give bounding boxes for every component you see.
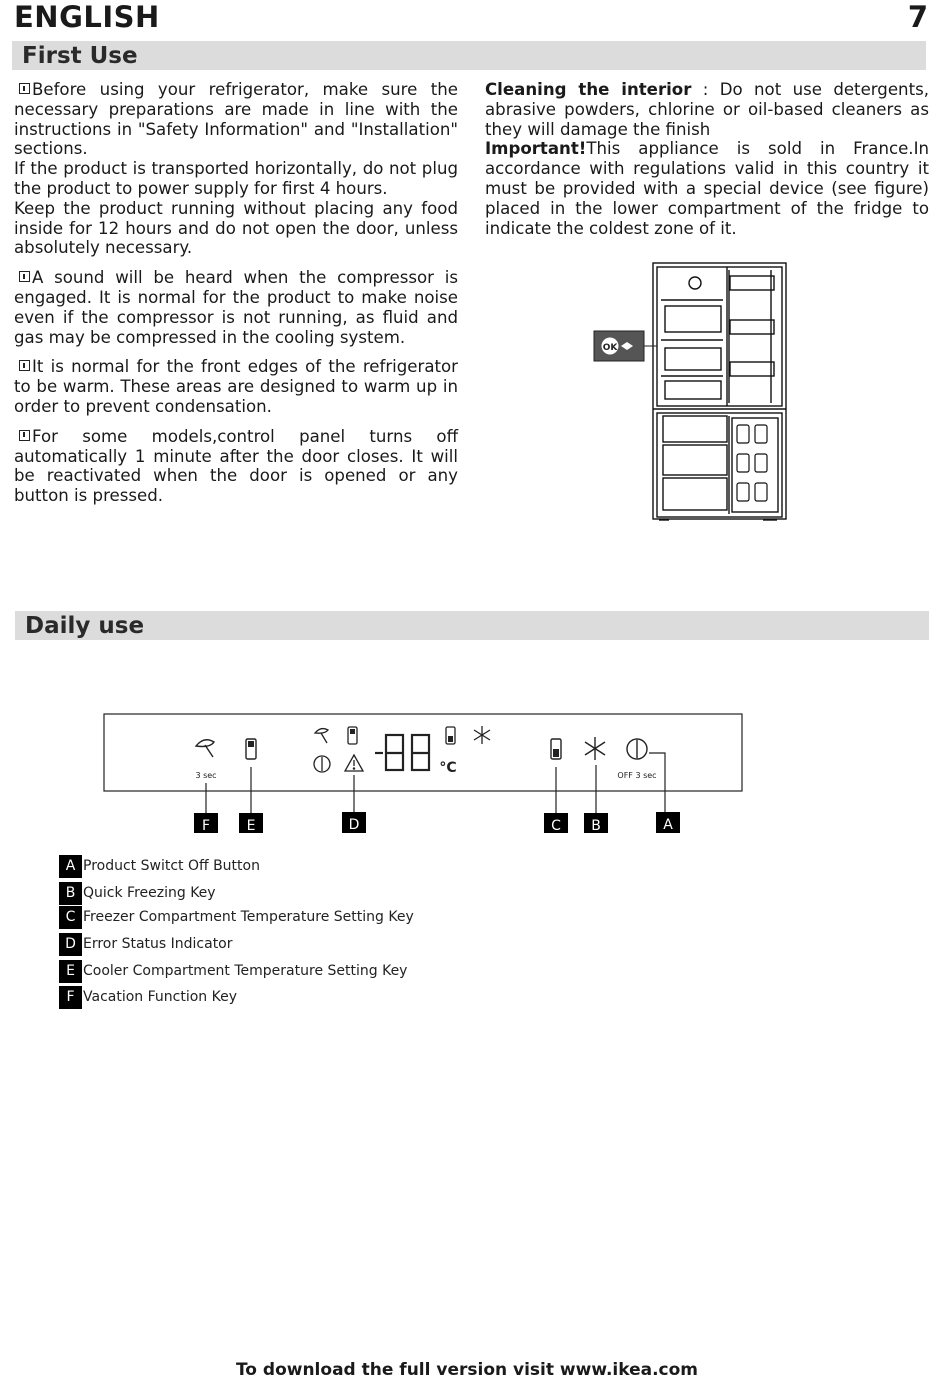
fridge-illustration [593, 258, 793, 528]
indicator-ok-text: OK [602, 343, 618, 353]
legend-key: B [59, 882, 82, 905]
paragraph-preparations: Before using your refrigerator, make sure the necessary preparations are made in line with the instructions in "Safety Information" and "Installation" sections. [14, 80, 458, 159]
control-panel-diagram [103, 713, 743, 833]
marker-b: B [591, 818, 601, 833]
marker-f: F [201, 818, 211, 833]
language-heading: ENGLISH [14, 0, 160, 34]
legend-text: Freezer Compartment Temperature Setting Key [83, 909, 414, 925]
cooler-compartment-icon [246, 739, 256, 759]
hold-3sec-label: 3 sec [195, 771, 217, 780]
paragraph-important: Important!This appliance is sold in France.In accordance with regulations valid in this country it must be provided with a special device (see figure) placed in the lower compartment of the fridge to indicate the coldest zone of it. [485, 139, 929, 238]
legend-key: C [59, 906, 82, 929]
legend-key: A [59, 855, 82, 878]
legend-key: E [59, 960, 82, 983]
daily-use-section-header [15, 611, 929, 640]
freezer-compartment-icon [551, 739, 561, 759]
info-icon [19, 430, 30, 441]
marker-a: A [663, 817, 673, 833]
page-number: 7 [907, 0, 928, 34]
legend-text: Quick Freezing Key [83, 885, 216, 901]
paragraph-compressor: A sound will be heard when the compressor is engaged. It is normal for the product to make noise even if the compressor is not running, as fluid and gas may be compressed in the cooling system. [14, 268, 458, 347]
marker-c: C [551, 818, 561, 833]
legend-text: Error Status Indicator [83, 936, 233, 952]
first-use-heading: First Use [22, 43, 138, 69]
off-3sec-label: OFF 3 sec [617, 771, 657, 780]
info-icon [19, 360, 30, 371]
legend-key: D [59, 933, 82, 956]
paragraph-running: Keep the product running without placing any food inside for 12 hours and do not open the door, unless absolutely necessary. [14, 198, 458, 258]
legend-text: Cooler Compartment Temperature Setting Key [83, 963, 408, 979]
paragraph-cleaning: Cleaning the interior : Do not use detergents, abrasive powders, chlorine or oil-based cleaners as they will damage the finish [485, 80, 929, 139]
status-cooler-icon [348, 727, 357, 744]
first-use-left-column [14, 80, 458, 506]
paragraph-transport: If the product is transported horizontally, do not plug the product to power supply for first 4 hours. [14, 159, 458, 198]
info-icon [19, 83, 30, 94]
paragraph-front-edges: It is normal for the front edges of the refrigerator to be warm. These areas are designed to warm up in order to prevent condensation. [14, 357, 458, 416]
celsius-unit: °C [439, 760, 457, 776]
info-icon [19, 271, 30, 282]
marker-d: D [348, 817, 360, 833]
paragraph-control-panel: For some models,control panel turns off automatically 1 minute after the door closes. It will be reactivated when the door is opened or any button is pressed. [14, 426, 458, 506]
legend-key: F [59, 986, 82, 1009]
marker-e: E [246, 818, 256, 833]
callout-markers [194, 812, 680, 833]
coldest-zone-indicator [594, 331, 657, 361]
daily-use-heading: Daily use [25, 613, 145, 639]
first-use-right-column [485, 80, 929, 238]
legend-text: Vacation Function Key [83, 989, 237, 1005]
first-use-section-header [12, 41, 926, 70]
display-freezer-icon [446, 727, 455, 744]
footer-download-note: To download the full version visit www.ikea.com [235, 1360, 699, 1380]
legend-text: Product Switct Off Button [83, 858, 260, 874]
